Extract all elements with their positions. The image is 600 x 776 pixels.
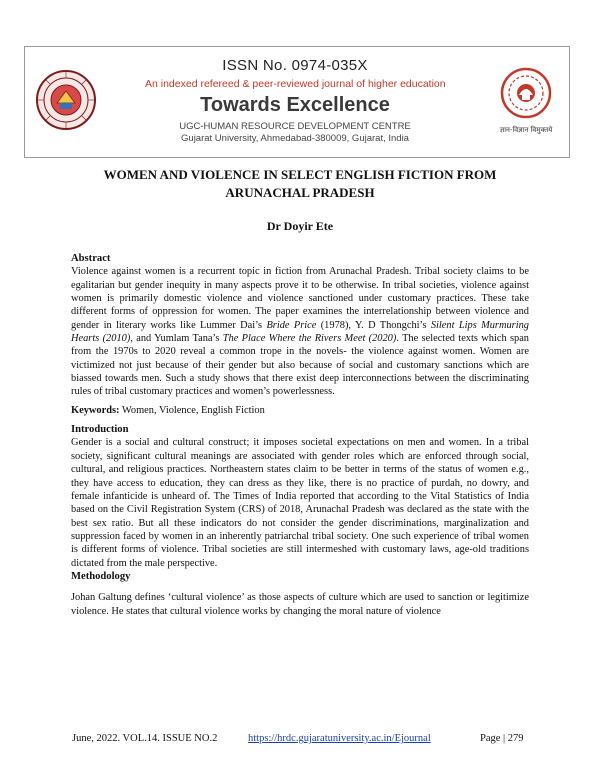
ugc-emblem-logo — [495, 65, 557, 137]
abstract-work-3: The Place Where the Rivers Meet (2020) — [222, 333, 397, 345]
keywords-label: Keywords: — [71, 404, 120, 416]
gujarat-university-seal-logo — [35, 69, 97, 131]
journal-header-banner — [24, 46, 570, 158]
abstract-text-2: (1978), Y. D Thongchi’s — [316, 319, 431, 331]
abstract-text-4: . The selected texts which span from the 1970s to 2020 reveal a common trope in the novels- the violence against women. Women are victimized not just because of their gender but also because of social and customary sanctions which are biassed towards men. Such a study shows that there exist deep interconnections between the discriminating rules of tribal customary practices and women’s powerlessness. — [71, 333, 529, 398]
keywords-values: Women, Violence, English Fiction — [119, 404, 265, 416]
abstract-work-2: Silent Lips Murmuring Hearts (2010) — [71, 319, 529, 345]
page-footer — [0, 733, 600, 747]
journal-url-link[interactable]: https://hrdc.gujaratuniversity.ac.in/Ejournal — [248, 733, 431, 744]
emblem-caption: ज्ञान-विज्ञान विमुक्तये — [499, 126, 553, 134]
journal-tagline: An indexed refereed & peer-reviewed journal of higher education — [145, 78, 446, 90]
page-number: Page | 279 — [480, 733, 524, 744]
abstract-heading: Abstract — [71, 253, 111, 264]
article-title-line-1: WOMEN AND VIOLENCE IN SELECT ENGLISH FICTION FROM — [103, 167, 497, 182]
introduction-heading: Introduction — [71, 424, 129, 436]
methodology-paragraph: Johan Galtung defines ‘cultural violence’ as those aspects of culture which are used to sanction or legitimize violence. He states that cultural violence works by changing the moral nature of violence — [71, 592, 529, 617]
article-author: Dr Doyir Ete — [266, 219, 334, 233]
abstract-work-1: Bride Price — [266, 319, 317, 331]
journal-title: Towards Excellence — [200, 94, 390, 116]
introduction-paragraph: Gender is a social and cultural construct; it imposes societal expectations on men and women. In a tribal society, significant cultural meanings are associated with gender roles which are enforced through social, cultural, and religious practices. Northeastern states claim to be better in terms of the status of women e.g., they have access to education, they can dress as they like, there is no practice of purdah, no dowry, and female infanticide is unheard of. The Times of India reported that according to the Vital Statistics of India based on the Civil Registration System (CRS) of 2018, Arunachal Pradesh was declared as the state with the best sex ratio. But all these indicators do not consider the gender discriminations, marginalization and suppression faced by women in an inherently patriarchal tribal society. One such experience of tribal women is different forms of violence. Tribal societies are still intermeshed with customary laws, age-old traditions dictated from the male perspective. — [71, 437, 529, 569]
methodology-heading: Methodology — [71, 570, 131, 582]
article-body — [71, 252, 529, 618]
publisher-address: Gujarat University, Ahmedabad-380009, Gujarat, India — [181, 133, 409, 144]
article-title-line-2: ARUNACHAL PRADESH — [225, 185, 375, 200]
abstract-paragraph — [71, 265, 529, 398]
keywords-line — [71, 404, 529, 417]
publisher-centre: UGC-HUMAN RESOURCE DEVELOPMENT CENTRE — [179, 121, 411, 132]
section-spacer — [71, 583, 529, 591]
article-title — [60, 166, 540, 202]
issue-info: June, 2022. VOL.14. ISSUE NO.2 — [72, 733, 218, 744]
abstract-text-1: Violence against women is a recurrent topic in fiction from Arunachal Pradesh. Tribal society claims to be egalitarian but gender inequity in many aspects prove it to be otherwise. In tribal societies, violence against women is primarily domestic violence and violence sanctioned under customary practices. These take different forms of oppression for women. The paper examines the interrelationship between violence and gender in literary works like Lummer Dai’s — [71, 266, 529, 331]
issn-number: ISSN No. 0974-035X — [222, 57, 368, 74]
abstract-text-3: , and Yumlam Tana’s — [130, 333, 223, 345]
